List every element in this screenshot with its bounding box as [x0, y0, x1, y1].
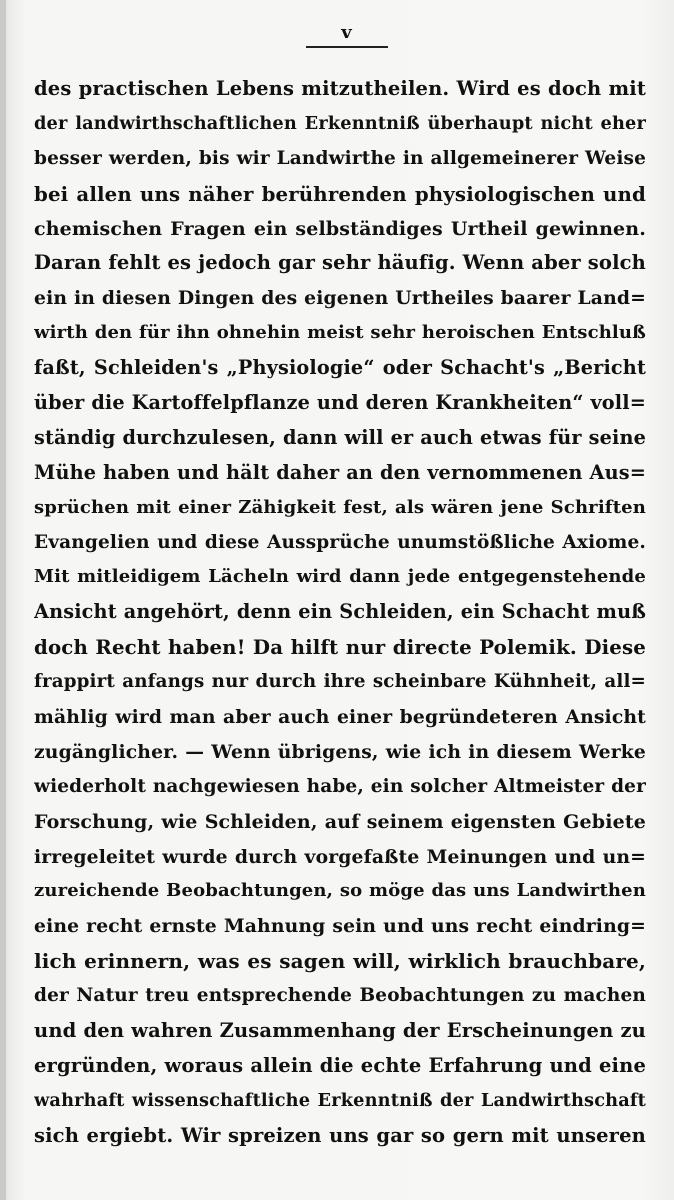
text-line: ständig durchzulesen, dann will er auch etwas für seine	[34, 425, 646, 449]
text-line: Mit mitleidigem Lächeln wird dann jede entgegenstehende	[34, 566, 646, 588]
text-line: Evangelien und diese Aussprüche unumstößliche Axiome.	[34, 531, 646, 553]
text-line: besser werden, bis wir Landwirthe in allgemeinerer Weise	[34, 147, 646, 169]
text-line: chemischen Fragen ein selbständiges Urtheil gewinnen.	[34, 217, 646, 240]
text-line: ein in diesen Dingen des eigenen Urtheiles baarer Land=	[34, 287, 646, 310]
text-line: zugänglicher. — Wenn übrigens, wie ich in diesem Werke	[34, 740, 646, 763]
text-line: eine recht ernste Mahnung sein und uns recht eindring=	[34, 915, 646, 938]
text-line: lich erinnern, was es sagen will, wirklich brauchbare,	[34, 949, 646, 974]
text-line: des practischen Lebens mitzutheilen. Wird es doch mit	[34, 77, 646, 100]
text-line: Ansicht angehört, denn ein Schleiden, ein Schacht muß	[34, 600, 646, 624]
page-gutter	[0, 0, 6, 1200]
text-line: sprüchen mit einer Zähigkeit fest, als wären jene Schriften	[34, 496, 646, 518]
text-line: über die Kartoffelpflanze und deren Krankheiten“ voll=	[34, 391, 646, 415]
text-line: Daran fehlt es jedoch gar sehr häufig. Wenn aber solch	[34, 251, 646, 275]
text-line: wiederholt nachgewiesen habe, ein solcher Altmeister der	[34, 775, 646, 797]
body-text	[34, 72, 646, 1154]
text-line: faßt, Schleiden's „Physiologie“ oder Schacht's „Bericht	[34, 356, 646, 380]
text-line: mählig wird man aber auch einer begründeteren Ansicht	[34, 706, 646, 729]
text-line: bei allen uns näher berührenden physiologischen und	[34, 181, 646, 206]
text-line: Forschung, wie Schleiden, auf seinem eigensten Gebiete	[34, 810, 646, 833]
text-line: und den wahren Zusammenhang der Erscheinungen zu	[34, 1019, 646, 1043]
text-line: sich ergiebt. Wir spreizen uns gar so gern mit unseren	[34, 1123, 646, 1147]
text-line: zureichende Beobachtungen, so möge das uns Landwirthen	[34, 880, 646, 902]
text-line: der landwirthschaftlichen Erkenntniß überhaupt nicht eher	[34, 112, 646, 134]
text-line: frappirt anfangs nur durch ihre scheinbare Kühnheit, all=	[34, 671, 646, 693]
text-line: ergründen, woraus allein die echte Erfahrung und eine	[34, 1053, 646, 1077]
text-line: wirth den für ihn ohnehin meist sehr heroischen Entschluß	[34, 322, 646, 344]
text-line: irregeleitet wurde durch vorgefaßte Meinungen und un=	[34, 845, 646, 868]
text-line: wahrhaft wissenschaftliche Erkenntniß der Landwirthschaft	[34, 1089, 646, 1111]
page-number: v	[341, 22, 353, 43]
text-line: Mühe haben und hält daher an den vernommenen Aus=	[34, 460, 646, 484]
text-line: der Natur treu entsprechende Beobachtungen zu machen	[34, 985, 646, 1007]
text-line: doch Recht haben! Da hilft nur directe Polemik. Diese	[34, 635, 646, 660]
header-rule	[306, 46, 388, 48]
